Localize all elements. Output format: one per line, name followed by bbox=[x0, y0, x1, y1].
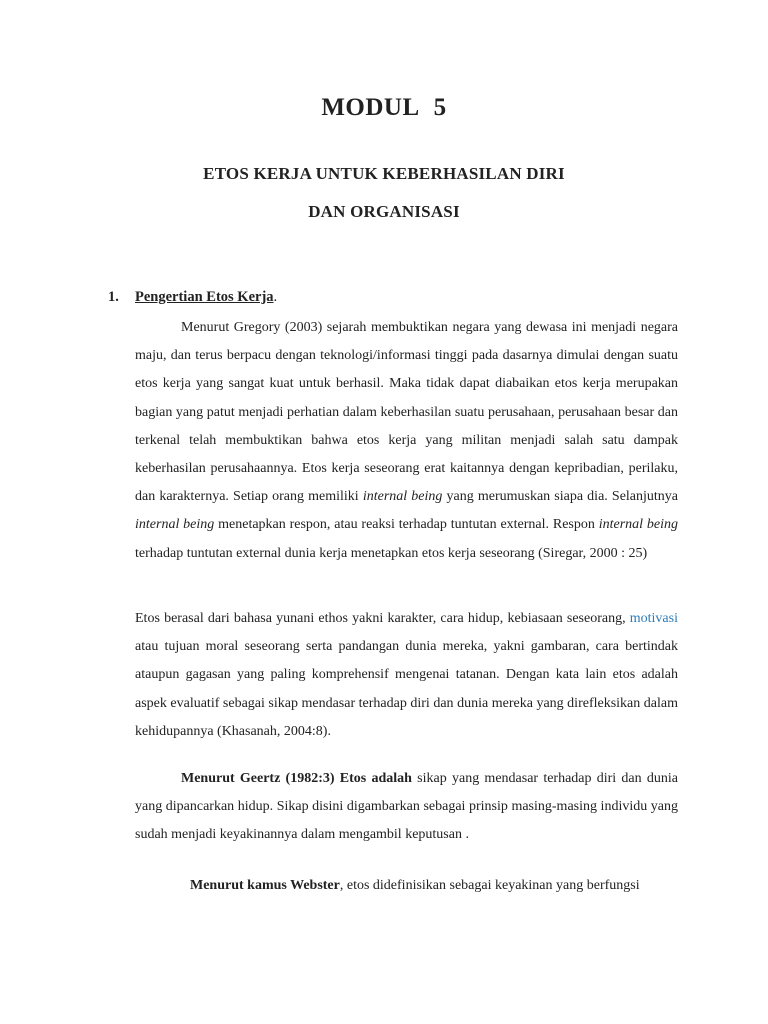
section-title: Pengertian Etos Kerja bbox=[135, 289, 274, 305]
bold-lead: Menurut Geertz (1982:3) Etos adalah bbox=[181, 771, 412, 786]
paragraph-etos-origin bbox=[135, 605, 678, 746]
module-subtitle-line-2: DAN ORGANISASI bbox=[308, 202, 460, 221]
section-number: 1. bbox=[108, 289, 119, 305]
paragraph-geertz bbox=[135, 765, 678, 850]
module-title bbox=[0, 94, 768, 122]
italic-term: internal being bbox=[598, 517, 678, 533]
section-heading bbox=[108, 289, 277, 306]
paragraph-gregory bbox=[135, 314, 678, 568]
module-label: MODUL bbox=[321, 94, 420, 121]
paragraph-text: atau tujuan moral seseorang serta pandangan dunia mereka, yakni gambaran, cara bertindak ataupun gagasan yang paling komprehensif mengenai tatanan. Dengan kata lain etos adalah aspek evaluatif sebagai sikap mendasar terhadap diri dan dunia mereka yang direfleksikan dalam kehidupannya (Khasanah, 2004:8). bbox=[135, 639, 678, 739]
paragraph-text: Etos berasal dari bahasa yunani ethos yakni karakter, cara hidup, kebiasaan seseorang, bbox=[135, 611, 630, 626]
paragraph-text: Menurut Gregory (2003) sejarah membuktikan negara yang dewasa ini menjadi negara maju, dan terus berpacu dengan teknologi/informasi tinggi pada dasarnya dimulai dengan suatu etos kerja yang sangat kuat untuk berhasil. Maka tidak dapat diabaikan etos kerja merupakan bagian yang patut menjadi perhatian dalam keberhasilan suatu perusahaan, perusahaan besar dan terkenal telah membuktikan bahwa etos kerja yang militan menjadi salah satu dampak keberhasilan perusahaannya. Etos kerja seseorang erat kaitannya dengan kepribadian, perilaku, dan karakternya. Setiap orang memiliki bbox=[135, 320, 678, 505]
module-subtitle-line-1: ETOS KERJA UNTUK KEBERHASILAN DIRI bbox=[203, 164, 565, 183]
paragraph-text: yang merumuskan siapa dia. Selanjutnya bbox=[442, 489, 678, 505]
paragraph-webster bbox=[135, 872, 678, 900]
paragraph-text: terhadap tuntutan external dunia kerja menetapkan etos kerja seseorang (Siregar, 2000 : 25) bbox=[135, 545, 648, 561]
italic-term: internal being bbox=[135, 517, 215, 533]
module-number: 5 bbox=[433, 94, 447, 121]
section-title-period: . bbox=[273, 289, 278, 305]
paragraph-text: , etos didefinisikan sebagai keyakinan yang berfungsi bbox=[339, 878, 640, 893]
paragraph-text: menetapkan respon, atau reaksi terhadap tuntutan external. Respon bbox=[214, 517, 599, 533]
italic-term: internal being bbox=[362, 489, 443, 505]
bold-lead: Menurut kamus Webster bbox=[190, 878, 340, 893]
motivasi-link[interactable]: motivasi bbox=[629, 611, 678, 626]
paragraph-text: sikap yang mendasar terhadap diri dan dunia yang dipancarkan hidup. Sikap disini digambarkan sebagai prinsip masing-masing individu yang sudah menjadi keyakinannya dalam mengambil keputusan . bbox=[135, 771, 678, 843]
